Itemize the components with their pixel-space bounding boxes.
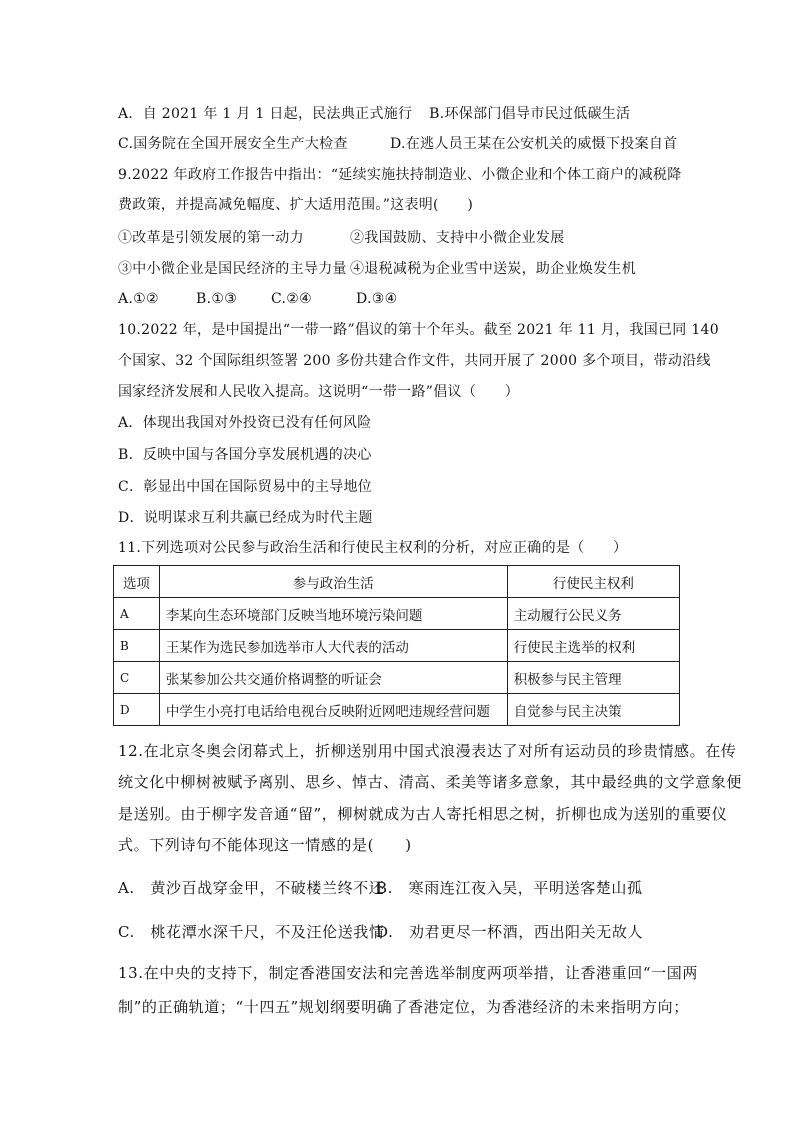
row-participation: 中学生小亮打电话给电视台反映附近网吧违规经营问题 [159, 694, 507, 726]
q12-option-d: D. 劝君更尽一杯酒，西出阳关无故人 [376, 923, 644, 941]
q12-options-row-1 [118, 878, 643, 898]
q12-stem-line-2: 统文化中柳树被赋予离别、思乡、悼古、清高、柔美等诸多意象，其中最经典的文学意象便 [118, 773, 743, 791]
q13-stem-line-1: 13.在中央的支持下，制定香港国安法和完善选举制度两项举措，让香港重回“一国两 [118, 964, 698, 982]
q9-statement-2: ②我国鼓励、支持中小微企业发展 [350, 230, 565, 246]
row-right: 行使民主选举的权利 [507, 630, 679, 662]
row-option-label: B [114, 630, 160, 662]
q13-stem-line-2: 制”的正确轨道；“十四五”规划纲要明确了香港定位，为香港经济的未来指明方向； [118, 998, 689, 1016]
table-row [114, 598, 680, 630]
q9-statements-row-2 [118, 259, 636, 279]
row-participation: 李某向生态环境部门反映当地环境污染问题 [159, 598, 507, 630]
q12-stem-line-1: 12.在北京冬奥会闭幕式上，折柳送别用中国式浪漫表达了对所有运动员的珍贵情感。在传 [118, 742, 737, 760]
q8-option-row-2 [118, 134, 678, 154]
q9-statement-4: ④退税减税为企业雪中送炭，助企业焕发生机 [350, 261, 636, 277]
q9-stem-line-1: 9.2022 年政府工作报告中指出：“延续实施扶持制造业、小微企业和个体工商户的减税降 [118, 167, 682, 183]
q8-option-b: B.环保部门倡导市民过低碳生活 [429, 106, 631, 122]
q12-stem-line-3: 是送别。由于柳字发音通“留”，柳树就成为古人寄托相思之树，折柳也成为送别的重要仪 [118, 805, 728, 823]
q10-option-d: D．说明谋求互利共赢已经成为时代主题 [118, 510, 373, 526]
header-democratic-rights: 行使民主权利 [507, 566, 679, 598]
q10-option-a: A．体现出我国对外投资已没有任何风险 [118, 415, 372, 431]
q9-option-a: A.①② [118, 291, 159, 307]
q8-option-d: D.在逃人员王某在公安机关的威慑下投案自首 [390, 136, 678, 152]
q10-stem-line-1: 10.2022 年，是中国提出“一带一路”倡议的第十个年头。截至 2021 年 11 月，我国已同 140 [118, 322, 719, 338]
row-right: 积极参与民主管理 [507, 662, 679, 694]
table-row [114, 662, 680, 694]
q11-stem: 11.下列选项对公民参与政治生活和行使民主权利的分析，对应正确的是（ ） [118, 540, 628, 556]
row-participation: 张某参加公共交通价格调整的听证会 [159, 662, 507, 694]
row-option-label: A [114, 598, 160, 630]
q11-table [113, 565, 680, 726]
q12-options-row-2 [118, 922, 644, 942]
q9-option-b: B.①③ [196, 291, 238, 307]
row-right: 主动履行公民义务 [507, 598, 679, 630]
q9-statements-row-1 [118, 228, 565, 248]
q9-options-row [118, 289, 398, 309]
q10-option-c: C．彰显出中国在国际贸易中的主导地位 [118, 479, 373, 495]
q10-option-b: B．反映中国与各国分享发展机遇的决心 [118, 447, 372, 463]
row-right: 自觉参与民主决策 [507, 694, 679, 726]
q12-option-c: C. 桃花潭水深千尺，不及汪伦送我情 [118, 923, 385, 941]
table-row [114, 630, 680, 662]
row-participation: 王某作为选民参加选举市人大代表的活动 [159, 630, 507, 662]
header-political-participation: 参与政治生活 [159, 566, 507, 598]
table-header-row [114, 566, 680, 598]
q10-stem-line-2: 个国家、32 个国际组织签署 200 多份共建合作文件，共同开展了 2000 多个项目，带动沿线 [118, 353, 711, 369]
q10-stem-line-3: 国家经济发展和人民收入提高。这说明“一带一路”倡议（ ） [118, 384, 520, 400]
row-option-label: C [114, 662, 160, 694]
q12-stem-line-4: 式。下列诗句不能体现这一情感的是( ) [118, 836, 412, 854]
q12-option-b: B. 寒雨连江夜入吴，平明送客楚山孤 [376, 879, 643, 897]
q8-option-row-1 [118, 104, 630, 124]
q12-option-a: A. 黄沙百战穿金甲，不破楼兰终不还 [118, 879, 385, 897]
q9-statement-3: ③中小微企业是国民经济的主导力量 [118, 261, 347, 277]
q9-statement-1: ①改革是引领发展的第一动力 [118, 230, 304, 246]
q8-option-a: A．自 2021 年 1 月 1 日起，民法典正式施行 [118, 106, 413, 122]
q9-option-c: C.②④ [271, 291, 312, 307]
table-row [114, 694, 680, 726]
q9-stem-line-2: 费政策，并提高减免幅度、扩大适用范围。”这表明( ) [118, 197, 474, 213]
q8-option-c: C.国务院在全国开展安全生产大检查 [118, 136, 348, 152]
row-option-label: D [114, 694, 160, 726]
q9-option-d: D.③④ [356, 291, 398, 307]
header-option: 选项 [114, 566, 160, 598]
